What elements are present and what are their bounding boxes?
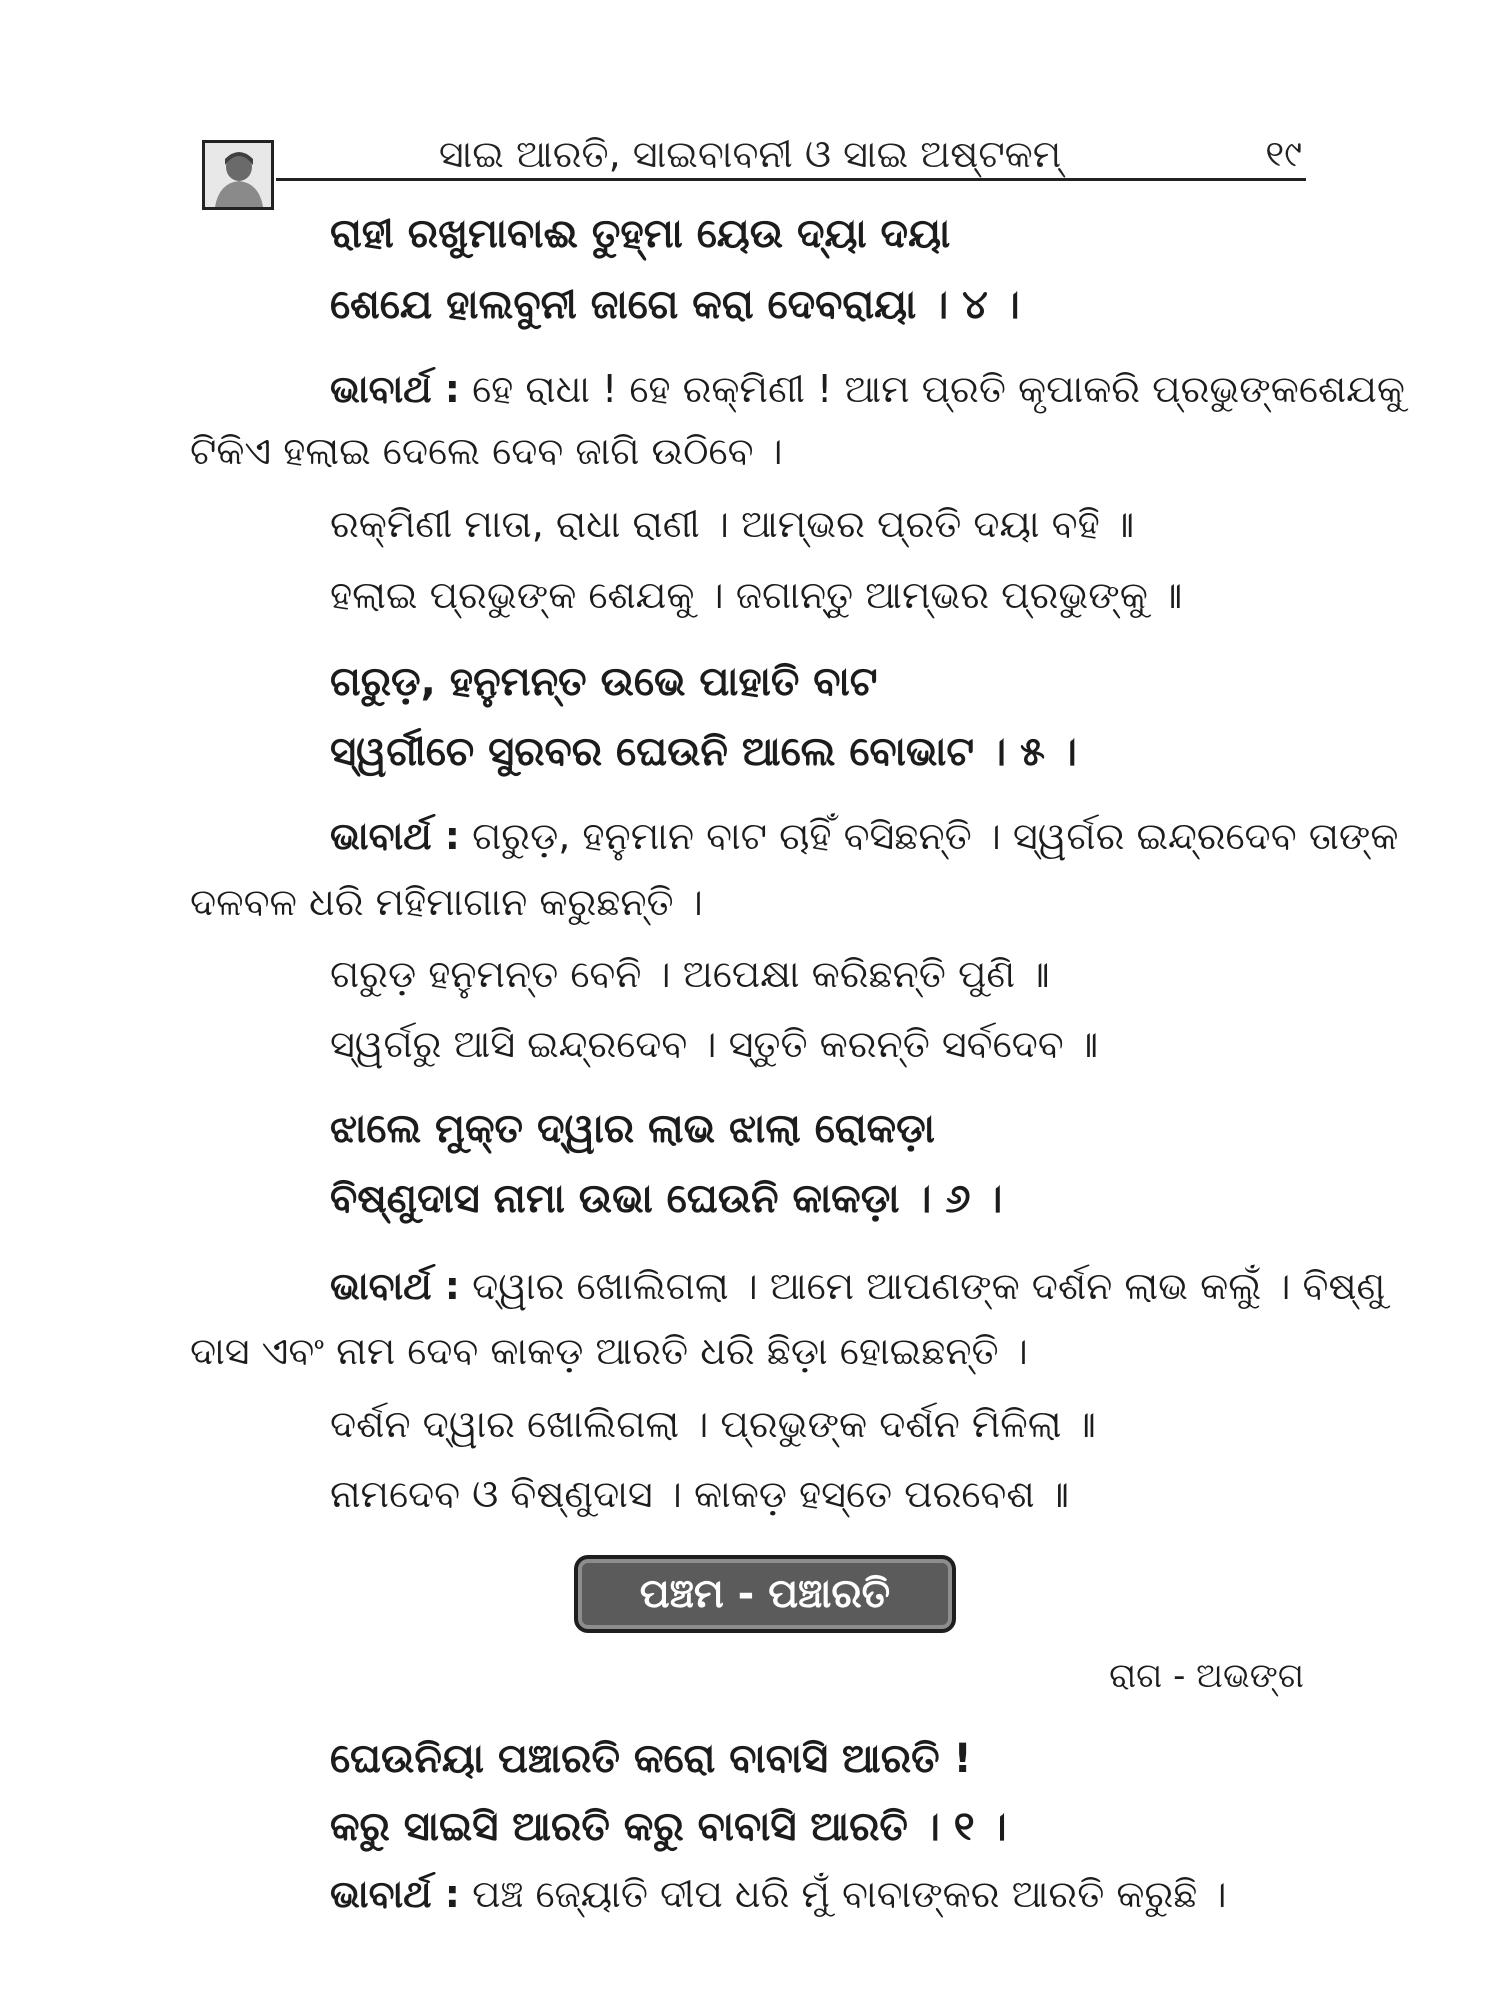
page-number: ୧୯	[1265, 134, 1302, 175]
verse-line: ଗରୁଡ଼, ହନୁମନ୍ତ ଉଭେ ପାହାତି ବାଟ	[330, 659, 878, 705]
verse-line: ରାହୀ ରଖୁମାବାଈ ତୁହ୍ମା ୟେଉ ଦ୍ୟା ଦୟା	[330, 211, 951, 257]
meaning-line	[330, 1262, 1385, 1310]
verse-line: ଘେଉନିୟା ପଞ୍ଚାରତି କରୋ ବାବାସି ଆରତି !	[330, 1736, 972, 1782]
meaning-line: ଦଳବଳ ଧରି ମହିମାଗାନ କରୁଛନ୍ତି ।	[190, 880, 703, 924]
meaning-label: ଭାବାର୍ଥ :	[330, 367, 461, 411]
couplet-line: ସ୍ୱର୍ଗରୁ ଆସି ଇନ୍ଦ୍ରଦେବ । ସ୍ତୁତି କରନ୍ତି ସର୍ବଦେବ ॥	[330, 1022, 1099, 1066]
section-heading-badge	[574, 1555, 956, 1633]
meaning-text: ଦ୍ୱାର ଖୋଲିଗଲା । ଆମେ ଆପଣଙ୍କ ଦର୍ଶନ ଲାଭ କଲୁଁ । ବିଷ୍ଣୁ	[460, 1264, 1386, 1308]
meaning-label: ଭାବାର୍ଥ :	[330, 814, 461, 858]
header-divider	[276, 178, 1306, 181]
section-heading: ପଞ୍ଚମ - ପଞ୍ଚାରତି	[639, 1571, 891, 1617]
meaning-label: ଭାବାର୍ଥ :	[330, 1264, 461, 1308]
verse-line: କରୁ ସାଇସି ଆରତି କରୁ ବାବାସି ଆରତି । ୧ ।	[330, 1804, 1007, 1850]
meaning-line	[330, 1870, 1227, 1918]
meaning-text: ଗରୁଡ଼, ହନୁମାନ ବାଟ ଚାହିଁ ବସିଛନ୍ତି । ସ୍ୱର୍ଗର ଇନ୍ଦ୍ରଦେବ ତାଙ୍କ	[460, 814, 1399, 858]
raga-label: ରାଗ - ଅଭଙ୍ଗ	[1109, 1656, 1304, 1696]
couplet-line: ରକ୍ମିଣୀ ମାତା, ରାଧା ରାଣୀ । ଆମ୍ଭର ପ୍ରତି ଦୟା ବହି ॥	[330, 502, 1135, 546]
verse-line: ସ୍ୱର୍ଗୀଚେ ସୁରବର ଘେଉନି ଆଲେ ବୋଭାଟ । ୫ ।	[330, 729, 1077, 775]
couplet-line: ଦର୍ଶନ ଦ୍ୱାର ଖୋଲିଗଲା । ପ୍ରଭୁଙ୍କ ଦର୍ଶନ ମିଳିଲା ॥	[330, 1402, 1097, 1446]
meaning-line: ଦାସ ଏବଂ ନାମ ଦେବ କାକଡ଼ ଆରତି ଧରି ଛିଡ଼ା ହୋଇଛନ୍ତି ।	[190, 1329, 1028, 1373]
saint-portrait-image	[202, 140, 274, 210]
couplet-line: ହଲାଇ ପ୍ରଭୁଙ୍କ ଶେଯକୁ । ଜଗାନ୍ତୁ ଆମ୍ଭର ପ୍ରଭୁଙ୍କୁ ॥	[330, 573, 1183, 617]
meaning-text: ପଞ୍ଚ ଜ୍ୟୋତି ଦୀପ ଧରି ମୁଁ ବାବାଙ୍କର ଆରତି କରୁଛି ।	[460, 1872, 1227, 1916]
verse-line: ବିଷ୍ଣୁଦାସ ନାମା ଉଭା ଘେଉନି କାକଡ଼ା । ୬ ।	[330, 1176, 1003, 1222]
running-header-title: ସାଇ ଆରତି, ସାଇବାବନୀ ଓ ସାଇ ଅଷ୍ଟକମ୍	[438, 132, 1062, 176]
meaning-line: ଟିକିଏ ହଲାଇ ଦେଲେ ଦେବ ଜାଗି ଉଠିବେ ।	[190, 429, 783, 473]
meaning-label: ଭାବାର୍ଥ :	[330, 1872, 461, 1916]
meaning-line	[330, 812, 1398, 860]
couplet-line: ନାମଦେବ ଓ ବିଷ୍ଣୁଦାସ । କାକଡ଼ ହସ୍ତେ ପରବେଶ ॥	[330, 1472, 1070, 1516]
meaning-text: ହେ ରାଧା ! ହେ ରକ୍ମିଣୀ ! ଆମ ପ୍ରତି କୃପାକରି ପ୍ରଭୁଙ୍କଶେଯକୁ	[460, 367, 1405, 411]
meaning-line	[330, 365, 1405, 413]
verse-line: ଶେଯେ ହାଲବୁନୀ ଜାଗେ କରା ଦେବରାୟା । ୪ ।	[330, 282, 1020, 328]
couplet-line: ଗରୁଡ଼ ହନୁମନ୍ତ ବେନି । ଅପେକ୍ଷା କରିଛନ୍ତି ପୁଣି ॥	[330, 952, 1050, 996]
verse-line: ଝାଲେ ମୁକ୍ତ ଦ୍ୱାର ଲାଭ ଝାଲା ରୋକଡ଼ା	[330, 1106, 935, 1152]
